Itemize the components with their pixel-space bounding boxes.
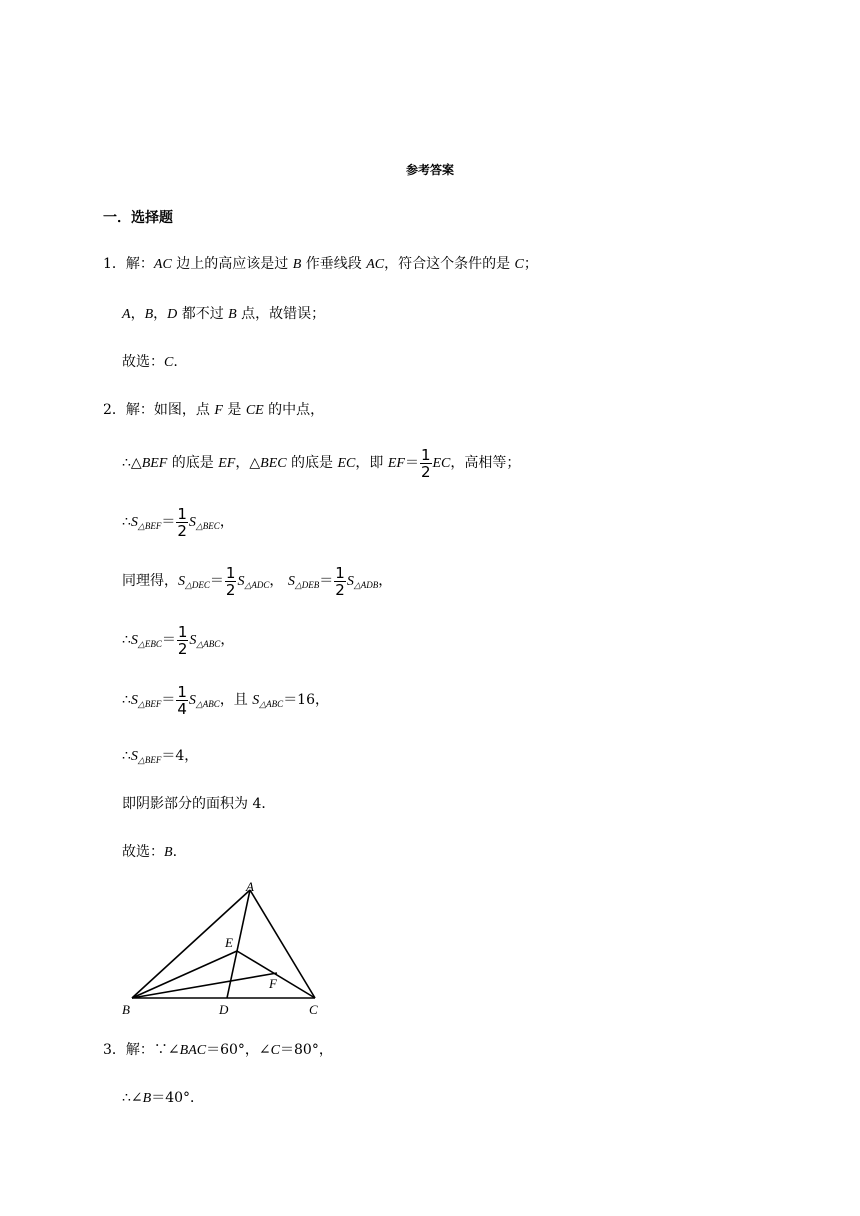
- var-ce: CE: [245, 403, 264, 418]
- q2-number: 2．: [103, 402, 126, 418]
- subscript-deb: △DEB: [294, 580, 320, 590]
- segment-bf: [132, 973, 277, 998]
- q3-text: ＝80°，: [280, 1042, 333, 1058]
- var-ef: EF: [218, 456, 236, 471]
- answer-choice: C: [164, 355, 174, 370]
- equals-sign: ＝: [161, 632, 176, 648]
- q2-text: ，即: [355, 455, 388, 471]
- var-s: S: [130, 749, 138, 764]
- q2-text: 的底是: [286, 455, 338, 471]
- var-c: C: [270, 1043, 280, 1058]
- q1-text: ，符合这个条件的是: [384, 256, 515, 272]
- subscript-abc: △ABC: [195, 699, 220, 709]
- var-bef: BEF: [141, 456, 168, 471]
- q2-line-8: 即阴影部分的面积为 4．: [122, 796, 276, 812]
- q1-answer: [122, 352, 178, 373]
- q2-answer: [122, 842, 177, 863]
- q2-line-1: [103, 400, 324, 421]
- fraction-numerator: 1: [177, 504, 187, 523]
- q2-text: 的底是: [167, 455, 219, 471]
- var-ac: AC: [366, 257, 385, 272]
- q2-text: 的中点，: [263, 402, 325, 418]
- var-s: S: [189, 633, 197, 648]
- q2-line-7: [122, 746, 198, 770]
- section-heading: 一．选择题: [103, 210, 173, 226]
- var-a: A: [122, 307, 131, 322]
- therefore-symbol: ∴: [122, 692, 131, 708]
- q2-line-2: [122, 446, 520, 481]
- q1-text: ，: [130, 306, 145, 322]
- label-c: C: [309, 1002, 318, 1017]
- q1-text: 点，故错误；: [236, 306, 326, 322]
- q1-text: .: [173, 354, 178, 370]
- q3-line-2: [122, 1088, 204, 1109]
- therefore-symbol: ∴: [122, 514, 131, 530]
- q2-line-4: [122, 564, 392, 602]
- var-s: S: [252, 693, 260, 708]
- var-d: D: [167, 307, 178, 322]
- equals-sign: ＝: [404, 455, 419, 471]
- subscript-abc: △ABC: [259, 699, 284, 709]
- q1-line-2: [122, 304, 325, 325]
- therefore-symbol: ∴: [122, 748, 131, 764]
- q1-line-1: [103, 254, 538, 275]
- fraction-denominator: 2: [335, 580, 345, 599]
- segment-be: [132, 951, 237, 998]
- fraction-half: [334, 565, 346, 598]
- label-f: F: [269, 976, 277, 991]
- var-ec: EC: [337, 456, 356, 471]
- q2-text: ，且: [219, 692, 253, 708]
- subscript-bef: △BEF: [137, 699, 162, 709]
- fraction-numerator: 1: [225, 563, 236, 582]
- var-s: S: [178, 574, 185, 589]
- q1-number: 1．: [103, 256, 126, 272]
- q2-text: ＝16，: [283, 692, 330, 708]
- q2-text: 同理得，: [122, 573, 178, 589]
- fraction-denominator: 2: [225, 580, 236, 599]
- q3-number: 3．: [103, 1042, 126, 1058]
- var-s: S: [237, 574, 245, 589]
- fraction-quarter: [176, 684, 188, 717]
- therefore-symbol: ∴: [122, 632, 131, 648]
- q1-lead: 解：: [125, 256, 154, 272]
- fraction-half: [225, 565, 237, 598]
- var-c: C: [514, 257, 524, 272]
- q2-text: ，高相等；: [450, 455, 521, 471]
- subscript-bef: △BEF: [137, 755, 162, 765]
- var-ef: EF: [387, 456, 405, 471]
- fraction-denominator: 4: [177, 699, 187, 718]
- subscript-adb: △ADB: [353, 580, 379, 590]
- equals-sign: ＝: [161, 514, 176, 530]
- therefore-symbol: ∴△: [122, 455, 142, 471]
- answer-choice: B: [164, 845, 173, 860]
- q2-text: ，△: [235, 455, 261, 471]
- var-bac: BAC: [179, 1043, 207, 1058]
- fraction-numerator: 1: [335, 563, 345, 582]
- q2-line-3: [122, 505, 234, 543]
- subscript-dec: △DEC: [185, 580, 210, 590]
- fraction-half: [420, 447, 432, 480]
- subscript-bec: △BEC: [195, 521, 220, 531]
- q1-text: ，: [153, 306, 168, 322]
- var-b: B: [142, 1091, 152, 1106]
- label-e: E: [225, 935, 233, 950]
- q1-text: 作垂线段: [301, 256, 367, 272]
- subscript-bef: △BEF: [137, 521, 162, 531]
- subscript-ebc: △EBC: [137, 639, 162, 649]
- q3-line-1: [103, 1040, 333, 1061]
- q1-text: 都不过: [177, 306, 229, 322]
- var-s: S: [130, 633, 138, 648]
- segment-ac: [250, 890, 315, 998]
- equals-sign: ＝: [161, 692, 176, 708]
- label-b: B: [122, 1002, 130, 1017]
- var-s: S: [287, 574, 295, 589]
- q2-text: 解：如图，点: [125, 402, 215, 418]
- comma: ，: [378, 573, 393, 589]
- var-b: B: [292, 257, 302, 272]
- fraction-denominator: 2: [177, 639, 188, 658]
- var-b: B: [144, 307, 154, 322]
- var-f: F: [214, 403, 223, 418]
- label-d: D: [219, 1002, 229, 1017]
- q3-text: ＝40°．: [151, 1090, 205, 1106]
- q2-line-6: [122, 683, 329, 721]
- comma: ，: [269, 573, 284, 589]
- subscript-abc: △ABC: [196, 639, 221, 649]
- fraction-denominator: 2: [177, 521, 187, 540]
- var-ac: AC: [153, 257, 172, 272]
- var-ec: EC: [432, 456, 451, 471]
- fraction-half: [177, 624, 189, 657]
- fraction-half: [176, 506, 188, 539]
- equals-sign: ＝: [209, 573, 224, 589]
- var-s: S: [188, 693, 196, 708]
- var-bec: BEC: [260, 456, 287, 471]
- page-title: 参考答案: [405, 163, 454, 177]
- q2-text: .: [172, 844, 178, 860]
- q2-text: ＝4，: [161, 748, 199, 764]
- therefore-symbol: ∴∠: [122, 1090, 143, 1106]
- var-s: S: [130, 515, 138, 530]
- fraction-numerator: 1: [420, 445, 431, 464]
- var-s: S: [130, 693, 138, 708]
- comma: ，: [220, 632, 235, 648]
- var-s: S: [188, 515, 196, 530]
- subscript-adc: △ADC: [244, 580, 270, 590]
- q1-text: ；: [523, 256, 538, 272]
- label-a: A: [246, 879, 254, 894]
- q2-text: 是: [222, 402, 246, 418]
- comma: ，: [219, 514, 234, 530]
- q3-text: ＝60°，∠: [206, 1042, 271, 1058]
- q3-text: 解：∵∠: [125, 1042, 180, 1058]
- var-b: B: [228, 307, 237, 322]
- triangle-figure: [115, 878, 340, 1020]
- q1-text: 边上的高应该是过: [171, 256, 293, 272]
- q2-line-5: [122, 623, 234, 661]
- fraction-numerator: 1: [177, 622, 188, 641]
- fraction-numerator: 1: [177, 682, 187, 701]
- equals-sign: ＝: [319, 573, 334, 589]
- answer-label: 故选：: [122, 844, 164, 860]
- answer-label: 故选：: [122, 354, 164, 370]
- var-s: S: [346, 574, 354, 589]
- fraction-denominator: 2: [420, 462, 431, 481]
